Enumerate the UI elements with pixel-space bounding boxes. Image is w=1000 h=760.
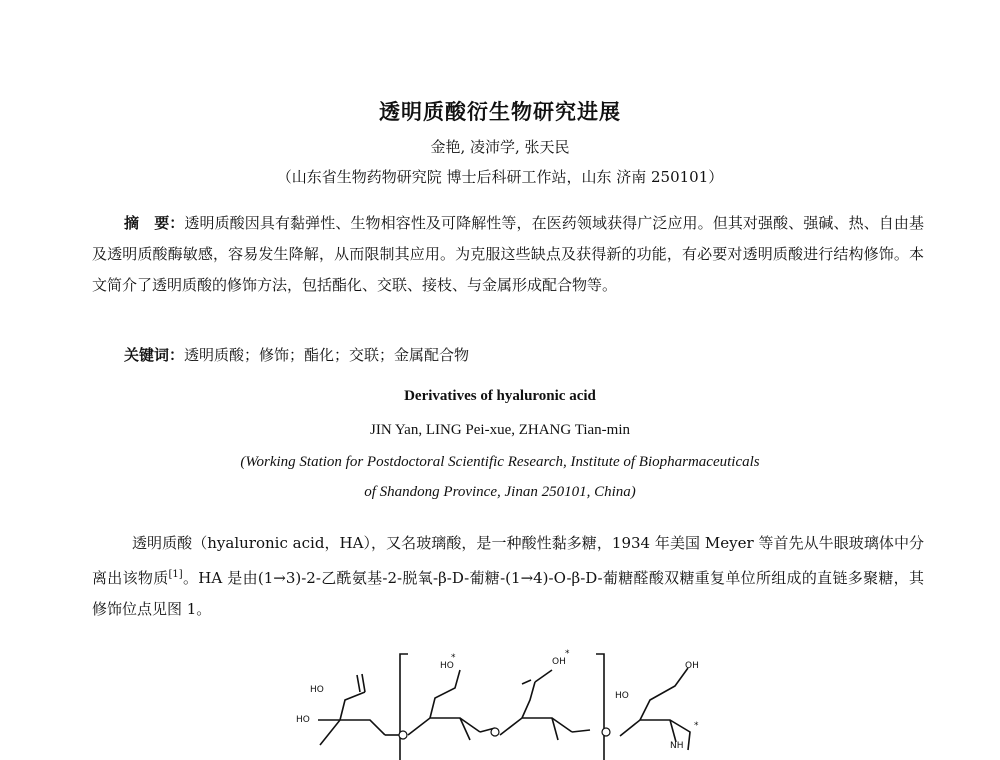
figure-label-nh: NH xyxy=(670,741,684,751)
keywords-label: 关键词： xyxy=(124,346,185,364)
figure-label-oh-1: OH xyxy=(552,657,566,667)
figure-star-3: * xyxy=(694,721,699,731)
abstract xyxy=(92,208,924,301)
figure-label-ho-3: HO xyxy=(440,661,454,671)
figure-label-ho-4: HO xyxy=(615,691,629,701)
english-affiliation-line-2: of Shandong Province, Jinan 250101, China) xyxy=(364,484,636,500)
body-paragraph xyxy=(92,528,924,625)
ha-structure-figure xyxy=(290,640,730,760)
english-affiliation-line-1: (Working Station for Postdoctoral Scientific Research, Institute of Biopharmaceuticals xyxy=(240,454,760,470)
english-authors: JIN Yan, LING Pei-xue, ZHANG Tian-min xyxy=(369,422,630,438)
figure-label-oh-2: OH xyxy=(685,661,699,671)
affiliation: （山东省生物药物研究院 博士后科研工作站，山东 济南 250101） xyxy=(276,168,724,186)
abstract-label: 摘 要： xyxy=(124,214,185,232)
body-text-2: 。HA 是由(1→3)-2-乙酰氨基-2-脱氧-β-D-葡糖-(1→4)-O-β-D-葡糖醛酸双糖重复单位所组成的直链多聚糖，其修饰位点见图 1。 xyxy=(92,569,924,618)
abstract-text: 透明质酸因具有黏弹性、生物相容性及可降解性等，在医药领域获得广泛应用。但其对强酸、强碱、热、自由基及透明质酸酶敏感，容易发生降解，从而限制其应用。为克服这些缺点及获得新的功能，有必要对透明质酸进行结构修饰。本文简介了透明质酸的修饰方法，包括酯化、交联、接枝、与金属形成配合物等。 xyxy=(92,214,924,294)
figure-star-1: * xyxy=(451,653,456,663)
paper-title: 透明质酸衍生物研究进展 xyxy=(379,99,621,124)
keywords-text: 透明质酸；修饰；酯化；交联；金属配合物 xyxy=(184,346,470,364)
body-text-1: 透明质酸（hyaluronic acid，HA），又名玻璃酸，是一种酸性黏多糖，1934 年美国 Meyer 等首先从牛眼玻璃体中分离出该物质 xyxy=(92,534,924,587)
keywords xyxy=(124,340,924,371)
figure-label-ho-1: HO xyxy=(296,715,310,725)
figure-label-ho-2: HO xyxy=(310,685,324,695)
figure-star-2: * xyxy=(565,649,570,659)
authors: 金艳, 凌沛学, 张天民 xyxy=(430,138,570,156)
citation-ref: [1] xyxy=(168,569,183,580)
english-title: Derivatives of hyaluronic acid xyxy=(404,388,596,404)
